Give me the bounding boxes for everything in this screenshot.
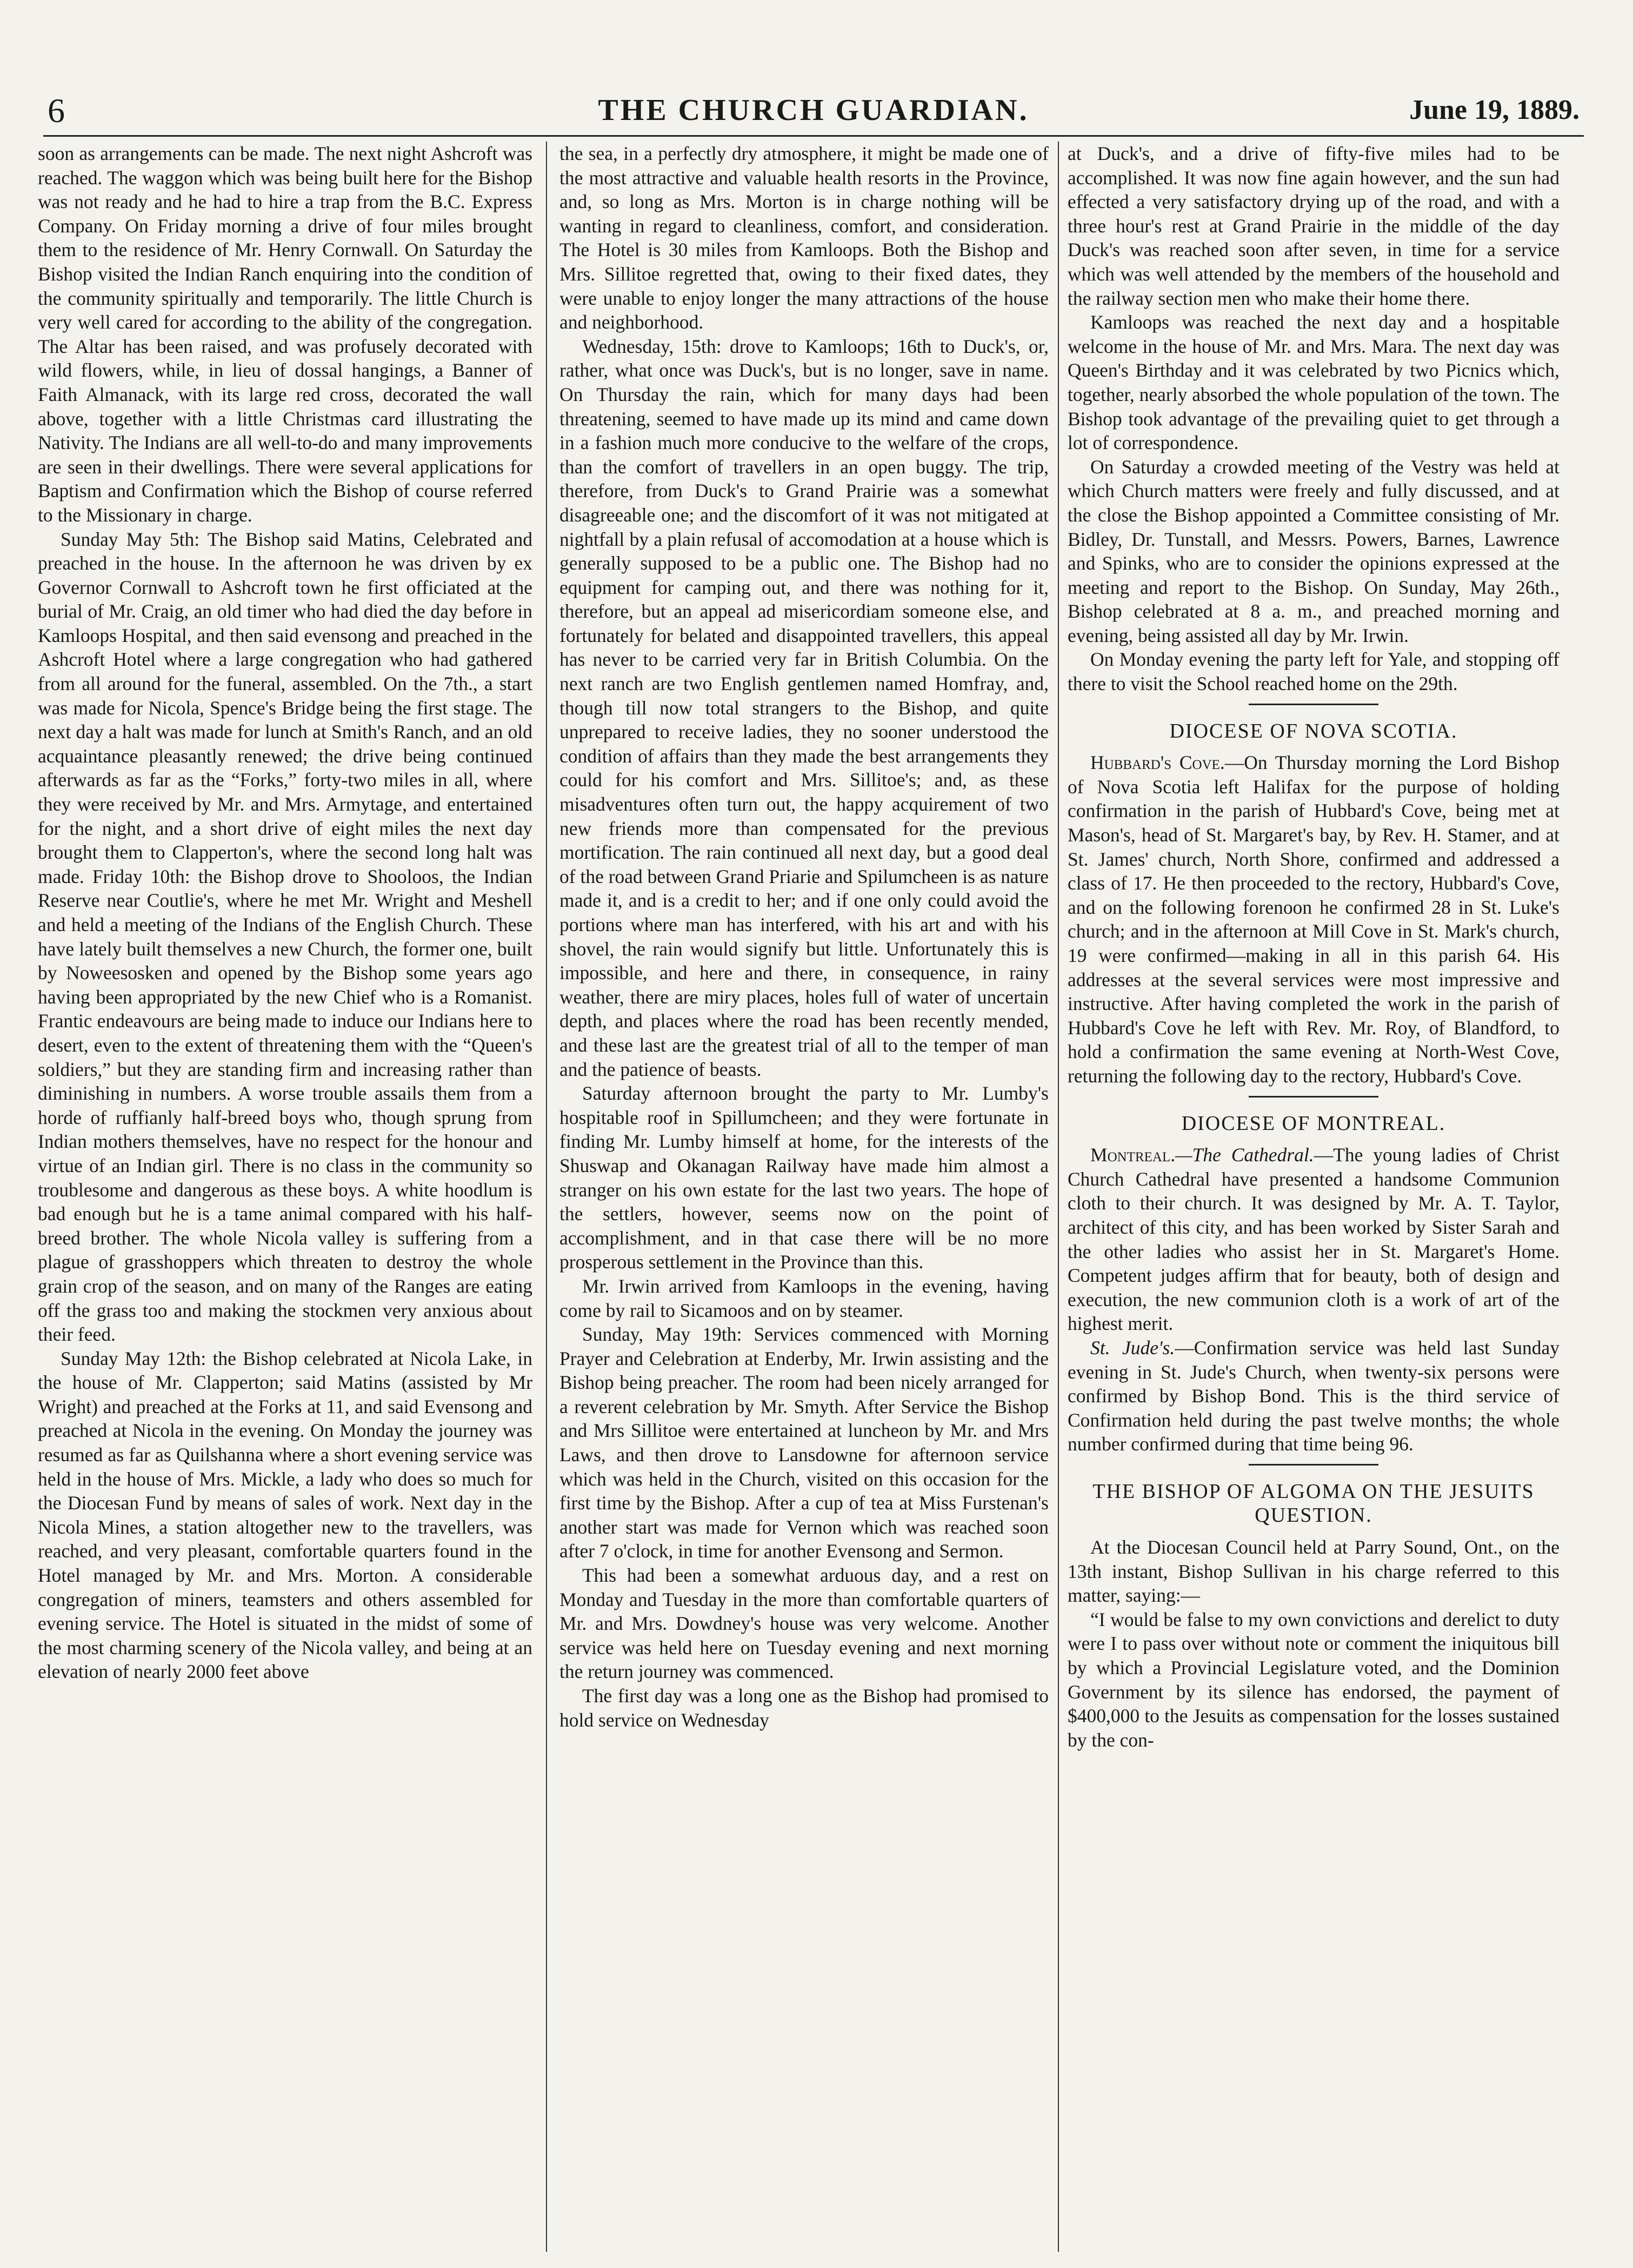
column-3 (1068, 142, 1559, 2252)
issue-date: June 19, 1889. (1409, 95, 1579, 125)
paragraph: At the Diocesan Council held at Parry Sound, Ont., on the 13th instant, Bishop Sullivan in his charge referred to this matter, saying:— (1068, 1536, 1559, 1607)
paragraph: the sea, in a perfectly dry atmosphere, it might be made one of the most attractive and valuable health resorts in the Province, and, so long as Mrs. Morton is in charge nothing will be wanting in regard to cleanliness, comfort, and consideration. The Hotel is 30 miles from Kamloops. Both the Bishop and Mrs. Sillitoe regretted that, owing to their fixed dates, they were unable to enjoy longer the many attractions of the house and neighborhood. (559, 143, 1049, 333)
masthead-title: THE CHURCH GUARDIAN. (598, 93, 1029, 127)
paragraph: soon as arrangements can be made. The next night Ashcroft was reached. The waggon which was being built here for the Bishop was not ready and he had to hire a trap from the B.C. Express Company. On Friday morning a drive of four miles brought them to the residence of Mr. Henry Cornwall. On Saturday the Bishop visited the Indian Ranch enquiring into the condition of the community spiritually and temporarily. The little Church is very well cared for according to the ability of the congregation. The Altar has been raised, and was profusely decorated with wild flowers, while, in lieu of dossal hangings, a Banner of Faith Almanack, with its large red cross, decorated the wall above, together with a little Christmas card illustrating the Nativity. The Indians are all well-to-do and many improvements are seen in their dwellings. There were several applications for Baptism and Confirmation which the Bishop of course referred to the Missionary in charge. (38, 143, 532, 526)
column-1 (38, 142, 532, 2252)
paragraph-text: —Confirmation service was held last Sunday evening in St. Jude's Church, when twenty-six persons were confirmed by Bishop Bond. This is the third service of Confirmation held during the past twelve months; the whole number confirmed during that time being 96. (1068, 1336, 1559, 1455)
section-divider (1249, 1096, 1378, 1098)
paragraph: Sunday May 12th: the Bishop celebrated at Nicola Lake, in the house of Mr. Clapperton; said Matins (assisted by Mr Wright) and preached at the Forks at 11, and said Evensong and preached at Nicola in the evening. On Monday the journey was resumed as far as Quilshanna where a short evening service was held in the house of Mrs. Mickle, a lady who does so much for the Diocesan Fund by means of sales of work. Next day in the Nicola Mines, a station altogether new to the travellers, was reached, and very pleasant, comfortable quarters found in the Hotel managed by Mr. and Mrs. Morton. A considerable congregation of miners, teamsters and others assembled for evening service. The Hotel is situated in the midst of some of the most charming scenery of the Nicola valley, and being at an elevation of nearly 2000 feet above (38, 1347, 532, 1683)
paragraph: Saturday afternoon brought the party to Mr. Lumby's hospitable roof in Spillumcheen; and they were fortunate in finding Mr. Lumby himself at home, for the interests of the Shuswap and Okanagan Railway have made him almost a stranger on his own estate for the last two years. The hope of the settlers, however, seems now on the point of accomplishment, and in that case there will be no more prosperous settlement in the Province than this. (559, 1082, 1049, 1273)
paragraph-text: —The young ladies of Christ Church Cathedral have presented a handsome Communion cloth to their church. It was designed by Mr. A. T. Taylor, architect of this city, and has been worked by Sister Sarah and the other ladies who assist her in St. Margaret's Home. Competent judges affirm that for beauty, both of design and execution, the new communion cloth is a work of art of the highest merit. (1068, 1144, 1559, 1335)
dateline: Montreal. (1090, 1144, 1176, 1166)
paragraph (1068, 751, 1559, 1088)
paragraph: Kamloops was reached the next day and a hospitable welcome in the house of Mr. and Mrs. Mara. The next day was Queen's Birthday and it was celebrated by two Picnics which, together, nearly absorbed the whole population of the town. The Bishop took advantage of the prevailing quiet to get through a lot of correspondence. (1068, 311, 1559, 454)
subheading: St. Jude's. (1090, 1336, 1175, 1359)
column-rule-2 (1058, 142, 1059, 2252)
paragraph-text: —On Thursday morning the Lord Bishop of Nova Scotia left Halifax for the purpose of holding confirmation in the parish of Hubbard's Cove, being met at Mason's, head of St. Margaret's bay, by Rev. H. Stamer, and at St. James' church, North Shore, confirmed and addressed a class of 17. He then proceeded to the rectory, Hubbard's Cove, and on the following forenoon he confirmed 28 in St. Luke's church; and in the afternoon at Mill Cove in St. Mark's church, 19 were confirmed—making in all in this parish 64. His addresses at the several services were most impressive and instructive. After having completed the work in the parish of Hubbard's Cove he left with Rev. Mr. Roy, of Blandford, to hold a confirmation the same evening at North-West Cove, returning the following day to the rectory, Hubbard's Cove. (1068, 752, 1559, 1087)
column-rule-1 (546, 142, 547, 2252)
paragraph: Sunday May 5th: The Bishop said Matins, Celebrated and preached in the house. In the afternoon he was driven by ex Governor Cornwall to Ashcroft town he first officiated at the burial of Mr. Craig, an old timer who had died the day before in Kamloops Hospital, and then said evensong and preached in the Ashcroft Hotel where a large congregation who had gathered from all around for the funeral, assembled. On the 7th., a start was made for Nicola, Spence's Bridge being the first stage. The next day a halt was made for lunch at Smith's Ranch, and an old acquaintance pleasantly renewed; the drive being continued afterwards as far as the “Forks,” forty-two miles in all, where they were received by Mr. and Mrs. Armytage, and entertained for the night, and a short drive of eight miles the next day brought them to Clapperton's, where the second long halt was made. Friday 10th: the Bishop drove to Shooloos, the Indian Reserve near Coutlie's, where he met Mr. Wright and Meshell and held a meeting of the Indians of the English Church. These have lately built themselves a new Church, the former one, built by Noweesosken and opened by the Bishop some years ago having been appropriated by the new Chief who is a Romanist. Frantic endeavours are being made to induce our Indians here to desert, even to the extent of threatening them with the “Queen's soldiers,” but they are standing firm and increasing rather than diminishing in numbers. A worse trouble assails them from a horde of ruffianly half-breed boys who, though sprung from Indian mothers themselves, have no respect for the honour and virtue of an Indian girl. There is no class in the community so troublesome and dangerous as these boys. A white hoodlum is bad enough but he is a tame animal compared with his half-breed brother. The whole Nicola valley is suffering from a plague of grasshoppers which threaten to destroy the whole grain crop of the season, and on many of the Ranges are eating off the grass too and making the stockmen very anxious about their feed. (38, 528, 532, 1346)
paragraph: “I would be false to my own convictions and derelict to duty were I to pass over without note or comment the iniquitous bill by which a Provincial Legislature voted, and the Dominion Government by its silence has endorsed, the payment of $400,000 to the Jesuits as compensation for the losses sustained by the con- (1068, 1608, 1559, 1751)
section-heading-nova-scotia: DIOCESE OF NOVA SCOTIA. (1169, 719, 1458, 742)
section-divider (1249, 1464, 1378, 1466)
page-header (43, 86, 1584, 137)
section-divider (1249, 704, 1378, 705)
paragraph (1068, 1336, 1559, 1456)
page-number: 6 (48, 91, 65, 130)
paragraph: On Monday evening the party left for Yale, and stopping off there to visit the School reached home on the 29th. (1068, 648, 1559, 695)
paragraph: The first day was a long one as the Bishop had promised to hold service on Wednesday (559, 1685, 1049, 1731)
section-heading-algoma: THE BISHOP OF ALGOMA ON THE JESUITS QUESTION. (1092, 1480, 1535, 1527)
dateline: Hubbard's Cove. (1090, 752, 1225, 774)
paragraph: On Saturday a crowded meeting of the Vestry was held at which Church matters were freely and fully discussed, and at the close the Bishop appointed a Committee consisting of Mr. Bidley, Dr. Tunstall, and Messrs. Powers, Barnes, Lawrence and Spinks, who are to consider the opinions expressed at the meeting and report to the Bishop. On Sunday, May 26th., Bishop celebrated at 8 a. m., and preached morning and evening, being assisted all day by Mr. Irwin. (1068, 456, 1559, 646)
paragraph: Sunday, May 19th: Services commenced with Morning Prayer and Celebration at Enderby, Mr. Irwin assisting and the Bishop being preacher. The room had been nicely arranged for a reverent celebration by Mr. Smyth. After Service the Bishop and Mrs Sillitoe were entertained at luncheon by Mr. and Mrs Laws, and then drove to Lansdowne for afternoon service which was held in the Church, visited on this occasion for the first time by the Bishop. After a cup of tea at Miss Furstenan's another start was made for Vernon which was reached soon after 7 o'clock, in time for another Evensong and Sermon. (559, 1323, 1049, 1562)
paragraph: Wednesday, 15th: drove to Kamloops; 16th to Duck's, or, rather, what once was Duck's, but is no longer, save in name. On Thursday the rain, which for many days had been threatening, seemed to have made up its mind and came down in a fashion much more conducive to the welfare of the crops, than the comfort of travellers in an open buggy. The trip, therefore, from Duck's to Grand Prairie was a somewhat disagreeable one; and the discomfort of it was not mitigated at nightfall by a plain refusal of accomodation at a house which is generally supposed to be a public one. The Bishop had no equipment for camping out, and there was nothing for it, therefore, but an appeal ad misericordiam someone else, and fortunately for belated and disappointed travellers, this appeal has never to be carried very far in British Columbia. On the next ranch are two English gentlemen named Homfray, and, though till now total strangers to the Bishop, and quite unprepared to receive ladies, they no sooner understood the condition of affairs than they made the best arrangements they could for his comfort and Mrs. Sillitoe's; and, as these misadventures often turn out, the happy acquirement of two new friends more than compensated for the previous mortification. The rain continued all next day, but a good deal of the road between Grand Priarie and Spilumcheen is as nature made it, and is a credit to her; and if one only could avoid the portions where man has interfered, with his art and with his shovel, the rain would signify but little. Unfortunately this is impossible, and here and there, in consequence, in rainy weather, there are miry places, holes full of water of uncertain depth, and places where the road has been recently mended, and these last are the greatest trial of all to the temper of man and the patience of beasts. (559, 335, 1049, 1080)
subheading: —The Cathedral. (1175, 1144, 1314, 1166)
paragraph: Mr. Irwin arrived from Kamloops in the evening, having come by rail to Sicamoos and on by steamer. (559, 1275, 1049, 1321)
column-2 (559, 142, 1049, 2252)
paragraph (1068, 1143, 1559, 1336)
section-heading-montreal: DIOCESE OF MONTREAL. (1181, 1112, 1446, 1135)
paragraph: at Duck's, and a drive of fifty-five miles had to be accomplished. It was now fine again however, and the sun had effected a very satisfactory drying up of the road, and with a three hour's rest at Grand Prairie in the middle of the day Duck's was reached soon after seven, in time for a service which was well attended by the members of the household and the railway section men who make their home there. (1068, 143, 1559, 309)
paragraph: This had been a somewhat arduous day, and a rest on Monday and Tuesday in the more than comfortable quarters of Mr. and Mrs. Dowdney's house was very welcome. Another service was held here on Tuesday evening and next morning the return journey was commenced. (559, 1564, 1049, 1683)
